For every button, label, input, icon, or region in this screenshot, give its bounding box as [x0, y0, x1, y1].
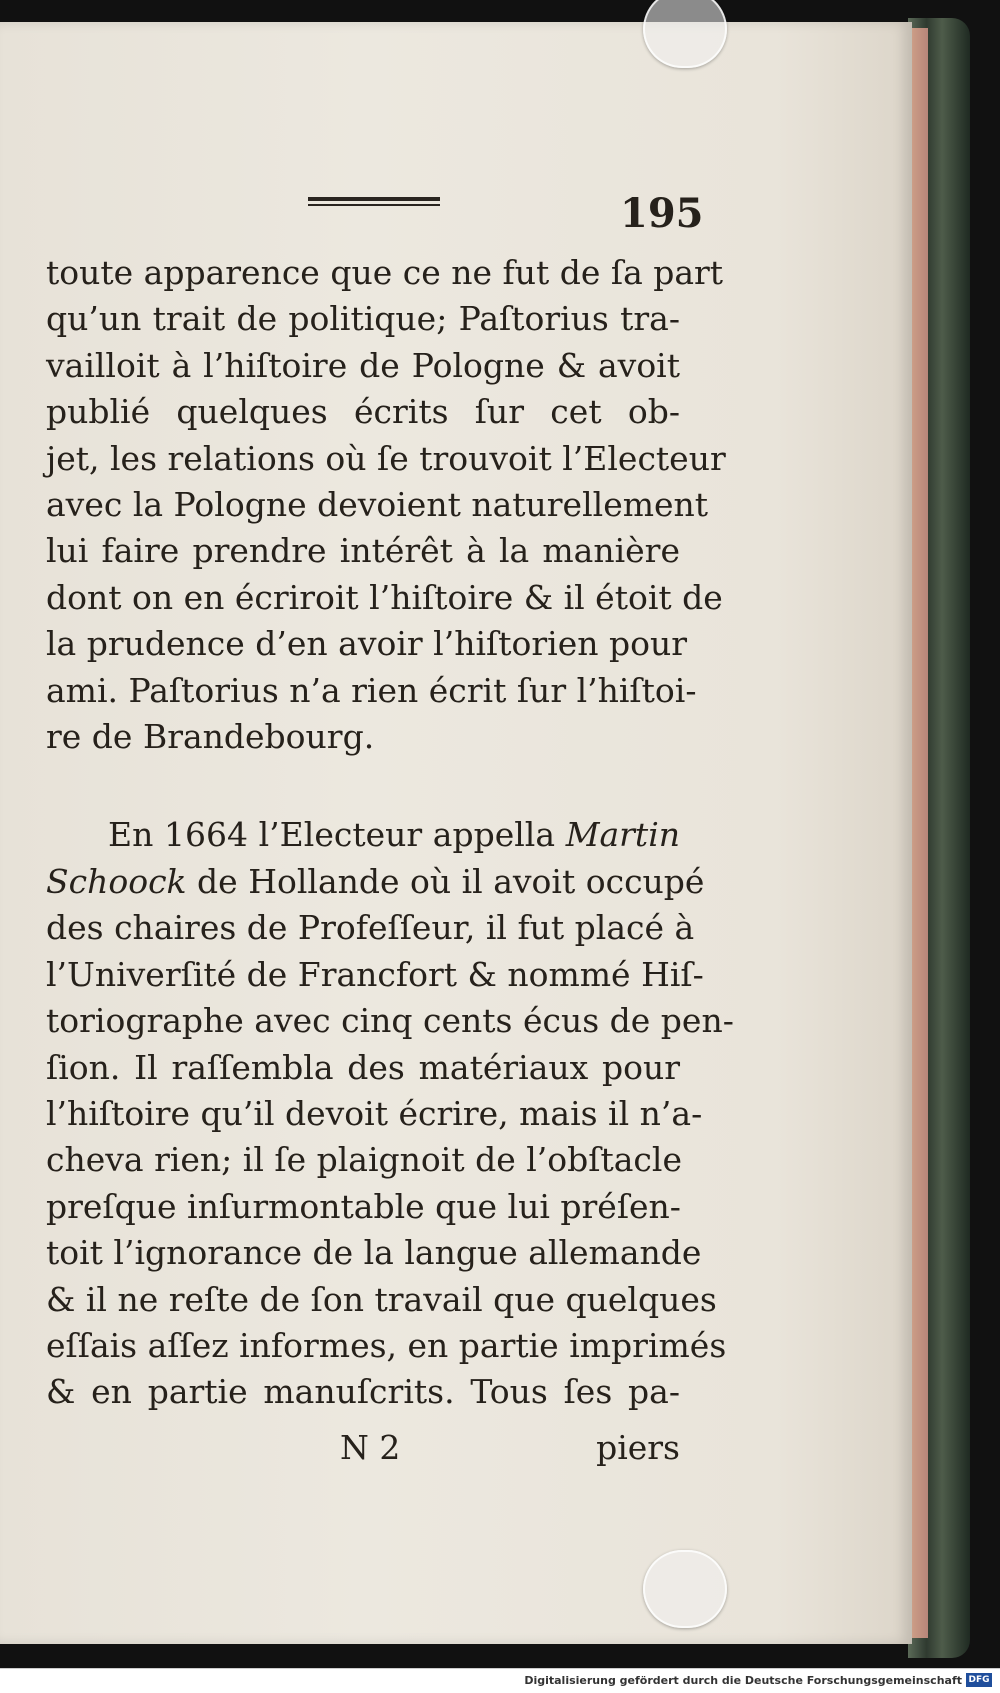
catchword: piers [596, 1428, 680, 1467]
body-text [46, 250, 734, 1416]
text-line: ami. Paſtorius n’a rien écrit ſur l’hiſtoi- [46, 670, 697, 710]
text-line [46, 812, 680, 858]
text-line [46, 859, 705, 905]
name-italic: Schoock [46, 861, 187, 901]
text-line: des chaires de Profeſſeur, il fut placé à [46, 908, 695, 948]
line-text: de Hollande où il avoit occupé [186, 861, 705, 901]
text-line: jet, les relations où ſe trouvoit l’Electeur [46, 438, 726, 478]
paragraph-1 [46, 250, 726, 760]
paragraph-2 [46, 812, 734, 1415]
page-clip-bottom [643, 1550, 727, 1628]
text-line: preſque inſurmontable que lui préſen- [46, 1186, 681, 1226]
text-line: toute apparence que ce ne fut de ſa part [46, 253, 724, 292]
text-line: qu’un trait de politique; Paſtorius tra- [46, 299, 680, 339]
signature-mark: N 2 [340, 1428, 401, 1467]
text-line: & il ne reſte de ſon travail que quelques [46, 1279, 717, 1319]
book-page [0, 22, 912, 1644]
text-line: toriographe avec cinq cents écus de pen- [46, 1001, 734, 1041]
text-line: toit l’ignorance de la langue allemande [46, 1233, 702, 1273]
text-line: ſion. Il raſſembla des matériaux pour [46, 1047, 680, 1087]
text-line: publié quelques écrits ſur cet ob- [46, 392, 680, 432]
header-rule [308, 197, 440, 206]
footer-credit: Digitalisierung gefördert durch die Deutsche Forschungsgemeinschaft [524, 1674, 962, 1687]
text-line: l’hiſtoire qu’il devoit écrire, mais il n’a- [46, 1093, 703, 1133]
text-line: avec la Pologne devoient naturellement [46, 485, 709, 525]
text-line: eſſais aſſez informes, en partie imprimés [46, 1325, 727, 1365]
text-line: cheva rien; il ſe plaignoit de l’obſtacle [46, 1140, 682, 1180]
name-italic: Martin [565, 815, 680, 855]
text-line: l’Univerſité de Francfort & nommé Hiſ- [46, 954, 704, 994]
text-line: re de Brandebourg. [46, 717, 375, 757]
text-line: lui faire prendre intérêt à la manière [46, 531, 680, 571]
text-line: dont on en écriroit l’hiſtoire & il étoit de [46, 577, 723, 617]
text-line: & en partie manuſcrits. Tous ſes pa- [46, 1372, 680, 1412]
text-line: la prudence d’en avoir l’hiſtorien pour [46, 624, 687, 664]
line-text: En 1664 l’Electeur appella [108, 815, 566, 855]
dfg-logo: DFG [966, 1673, 992, 1687]
text-line: vailloit à l’hiſtoire de Pologne & avoit [46, 345, 680, 385]
footer-bar [0, 1668, 1000, 1693]
page-number: 195 [620, 190, 704, 237]
